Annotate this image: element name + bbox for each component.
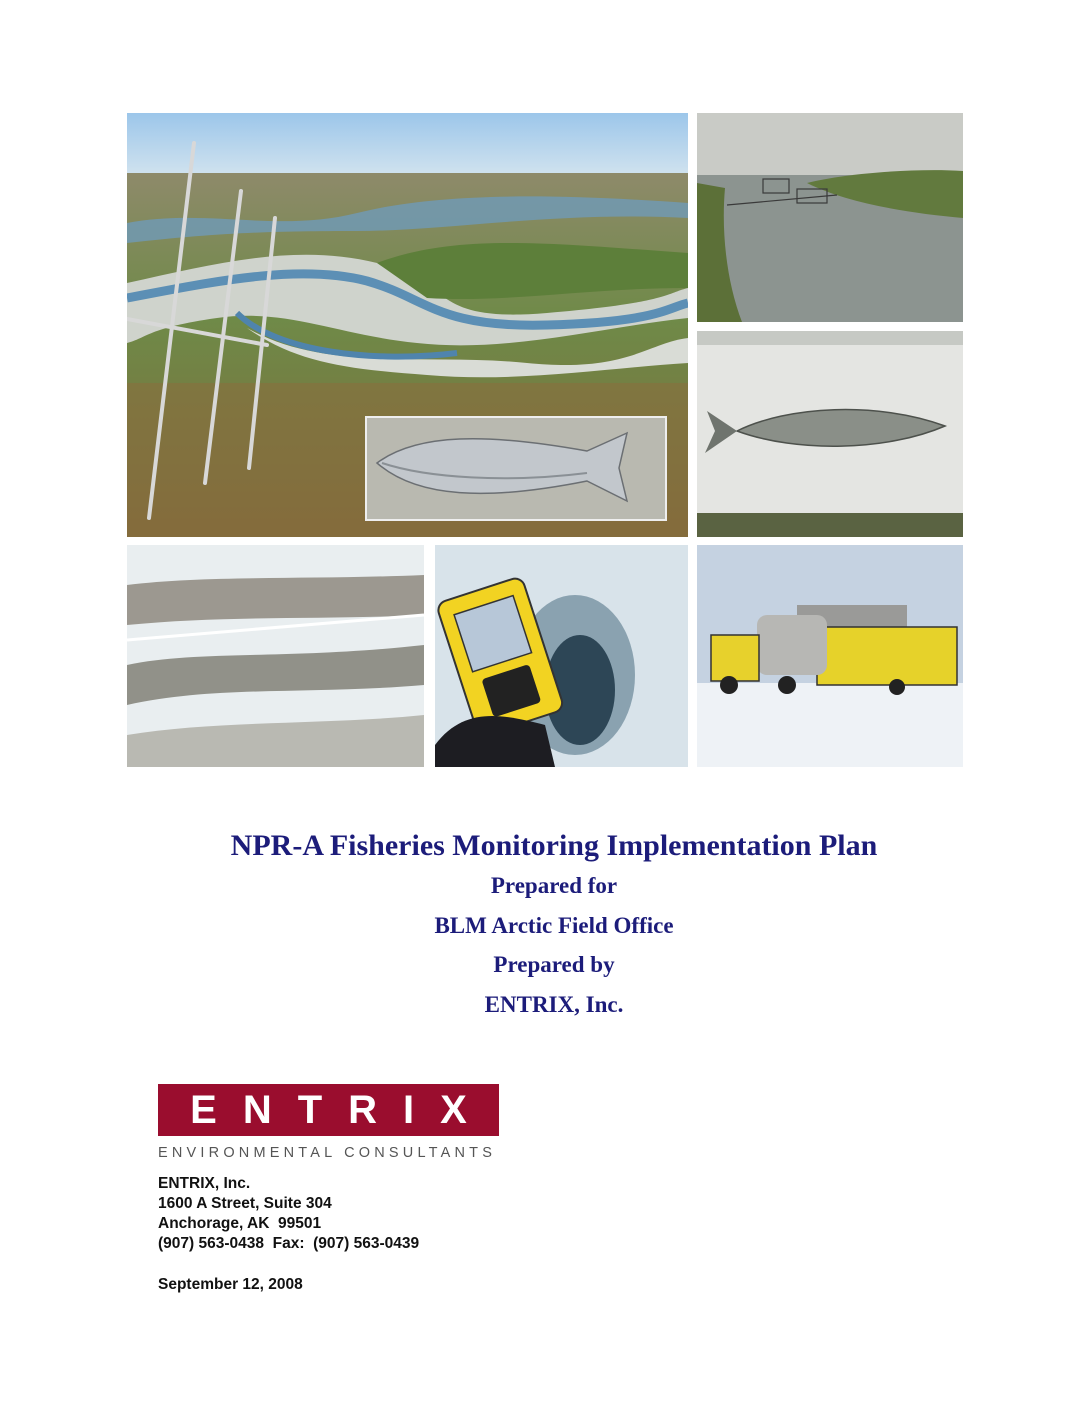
photo-fish-net [697,113,963,322]
photo-whitefish-tray [697,331,963,537]
logo-wordmark: ENTRIX [190,1087,493,1132]
address-street: 1600 A Street, Suite 304 [158,1195,332,1212]
address-company: ENTRIX, Inc. [158,1175,251,1192]
address-city: Anchorage, AK 99501 [158,1215,322,1232]
photo-ice-road-truck [697,545,963,767]
logo-tagline: ENVIRONMENTAL CONSULTANTS [158,1145,497,1161]
salmon-inset [366,417,666,520]
company-address [158,1174,419,1254]
document-title: NPR-A Fisheries Monitoring Implementation Plan [230,829,878,862]
entrix-logo [158,1084,499,1136]
address-phone: (907) 563-0438 Fax: (907) 563-0439 [158,1235,420,1252]
document-date: September 12, 2008 [158,1276,303,1293]
title-block [0,826,1088,1024]
client-name: BLM Arctic Field Office [434,912,674,938]
photo-ice-hole-gps [435,545,688,767]
photo-frozen-tundra [127,545,424,767]
photo-river-antenna [127,113,688,537]
prepared-by-label: Prepared by [493,952,615,977]
consultant-name: ENTRIX, Inc. [484,991,624,1017]
prepared-for-label: Prepared for [490,873,618,898]
